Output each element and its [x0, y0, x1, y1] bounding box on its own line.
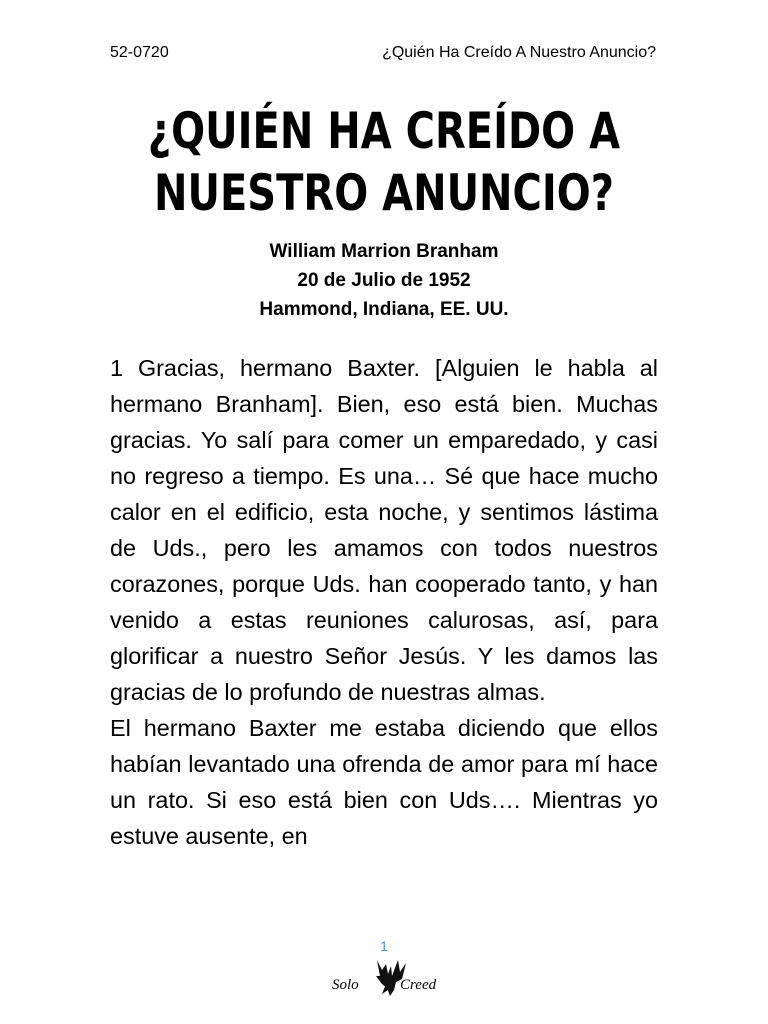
- author: William Marrion Branham: [269, 241, 499, 262]
- title-line-2: NUESTRO ANUNCIO?: [154, 164, 614, 222]
- date: 20 de Julio de 1952: [297, 270, 471, 291]
- title-line-1: ¿QUIÉN HA CREÍDO A: [147, 102, 621, 160]
- solo-creed-logo: [330, 954, 446, 1000]
- document-title: [77, 100, 691, 224]
- header-running-title: ¿Quién Ha Creído A Nuestro Anuncio?: [382, 44, 656, 61]
- header-sermon-code: 52-0720: [110, 44, 169, 61]
- logo-text-left: Solo: [332, 977, 359, 993]
- body-text: [110, 350, 658, 854]
- page-number: 1: [380, 938, 388, 954]
- logo-text-right: Creed: [400, 977, 437, 993]
- sermon-meta: [0, 237, 768, 324]
- place: Hammond, Indiana, EE. UU.: [259, 299, 509, 320]
- paragraph-1: 1 Gracias, hermano Baxter. [Alguien le habla al hermano Branham]. Bien, eso está bien. Muchas gracias. Yo salí para comer un emparedado, y casi no regreso a tiempo. Es una… Sé que hace mucho calor en el edificio, esta noche, y sentimos lástima de Uds., pero les amamos con todos nuestros corazones, porque Uds. han cooperado tanto, y han venido a estas reuniones calurosas, así, para glorificar a nuestro Señor Jesús. Y les damos las gracias de lo profundo de nuestras almas.: [110, 355, 658, 705]
- paragraph-2: El hermano Baxter me estaba diciendo que ellos habían levantado una ofrenda de amor para mí hace un rato. Si eso está bien con Uds…. Mientras yo estuve ausente, en: [110, 715, 658, 849]
